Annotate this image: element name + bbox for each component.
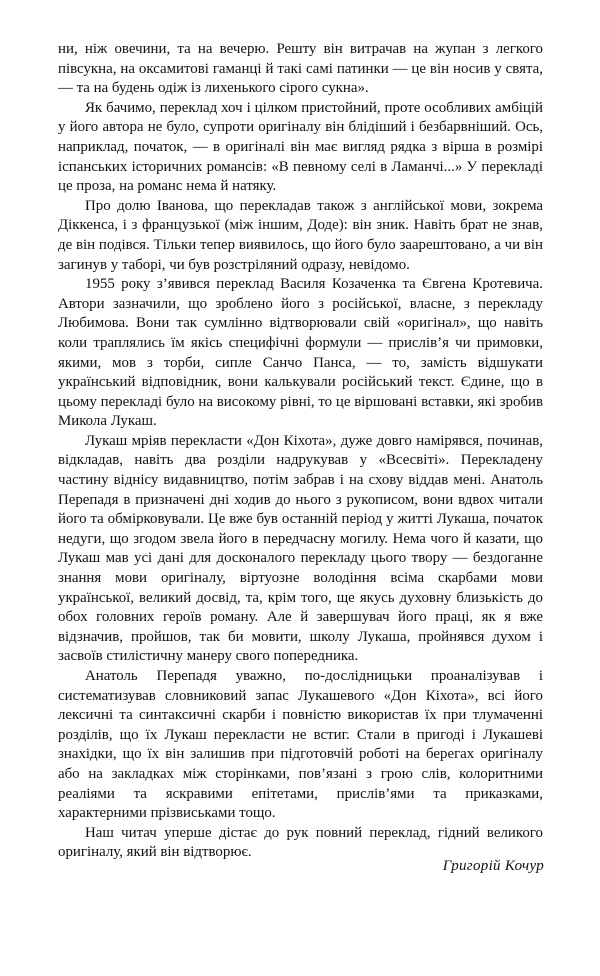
author-signature: Григорій Кочур	[442, 858, 544, 874]
paragraph: 1955 року з’явився переклад Василя Козаченка та Євгена Кротевича. Автори зазначили, що зроблено його з російської, власне, з перекладу Любимова. Вони так сумлінно відтворювали свій «оригінал», що навіть коли траплялись їм якісь специфічні формули — прислів’я чи примовки, якими, мов з торби, сипле Санчо Панса, — то, замість відшукати український відповідник, вони калькували російський текст. Єдине, що в цьому перекладі було на високому рівні, то це віршовані вставки, які зробив Микола Лукаш.	[58, 276, 543, 430]
paragraph: Анатоль Перепадя уважно, по-дослідницьки проаналізував і систематизував словниковий запас Лукашевого «Дон Кіхота», всі його лексичні та синтаксичні скарби і повністю використав їх при тлумаченні розділів, що їх Лукаш перекласти не встиг. Стали в пригоді і Лукашеві знахідки, що їх він залишив при підготовчій роботі на берегах оригіналу або на закладках між сторінками, пов’язані з грою слів, колоритними реаліями та яскравими епітетами, прислів’ями та приказками, характерними прізвиськами тощо.	[58, 668, 543, 822]
body-text	[58, 40, 543, 863]
paragraph: Наш читач уперше дістає до рук повний переклад, гідний великого оригіналу, який він відтворює.	[58, 824, 543, 861]
paragraph: Про долю Іванова, що перекладав також з англійської мови, зокрема Діккенса, і з французької (між іншим, Доде): він зник. Навіть брат не знав, де він подівся. Тільки тепер виявилось, що його було заарештовано, а чи він загинув у таборі, чи був розстріляний одразу, невідомо.	[58, 197, 543, 273]
paragraph: Лукаш мріяв перекласти «Дон Кіхота», дуже довго намірявся, починав, відкладав, навіть два розділи надрукував у «Всесвіті». Перекладену частину віднісу видавництво, потім забрав і на схову віддав мені. Анатоль Перепадя в призначені дні ходив до нього з рукописом, вони вдвох читали його та обмірковували. Це вже був останній період у житті Лукаша, початок недуги, що згодом звела його в передчасну могилу. Нема чого й казати, що Лукаш мав усі дані для досконалого перекладу цього твору — бездоганне знання мови оригіналу, віртуозне володіння всіма скарбами мови української, великий досвід, та, крім того, ще якусь духовну близькість до обох головних героїв роману. Але й завершувач його праці, як я вже відзначив, пройшов, так би мовити, школу Лукаша, пройнявся духом і засвоїв стилістичну манеру свого попередника.	[58, 432, 543, 665]
paragraph: Як бачимо, переклад хоч і цілком пристойний, проте особливих амбіцій у його автора не було, супроти оригіналу він блідіший і безбарвніший. Ось, наприклад, початок, — в оригіналі він має вигляд рядка з вірша в розмірі іспанських історичних романсів: «В певному селі в Ламанчі...» У перекладі це проза, на романс нема й натяку.	[58, 99, 543, 195]
paragraph-continuation: ни, ніж овечини, та на вечерю. Решту він витрачав на жупан з легкого півсукна, на оксамитові гаманці й такі самі патинки — це він носив у свята, — та на будень одіж із лихенького сірого сукна».	[58, 41, 543, 97]
